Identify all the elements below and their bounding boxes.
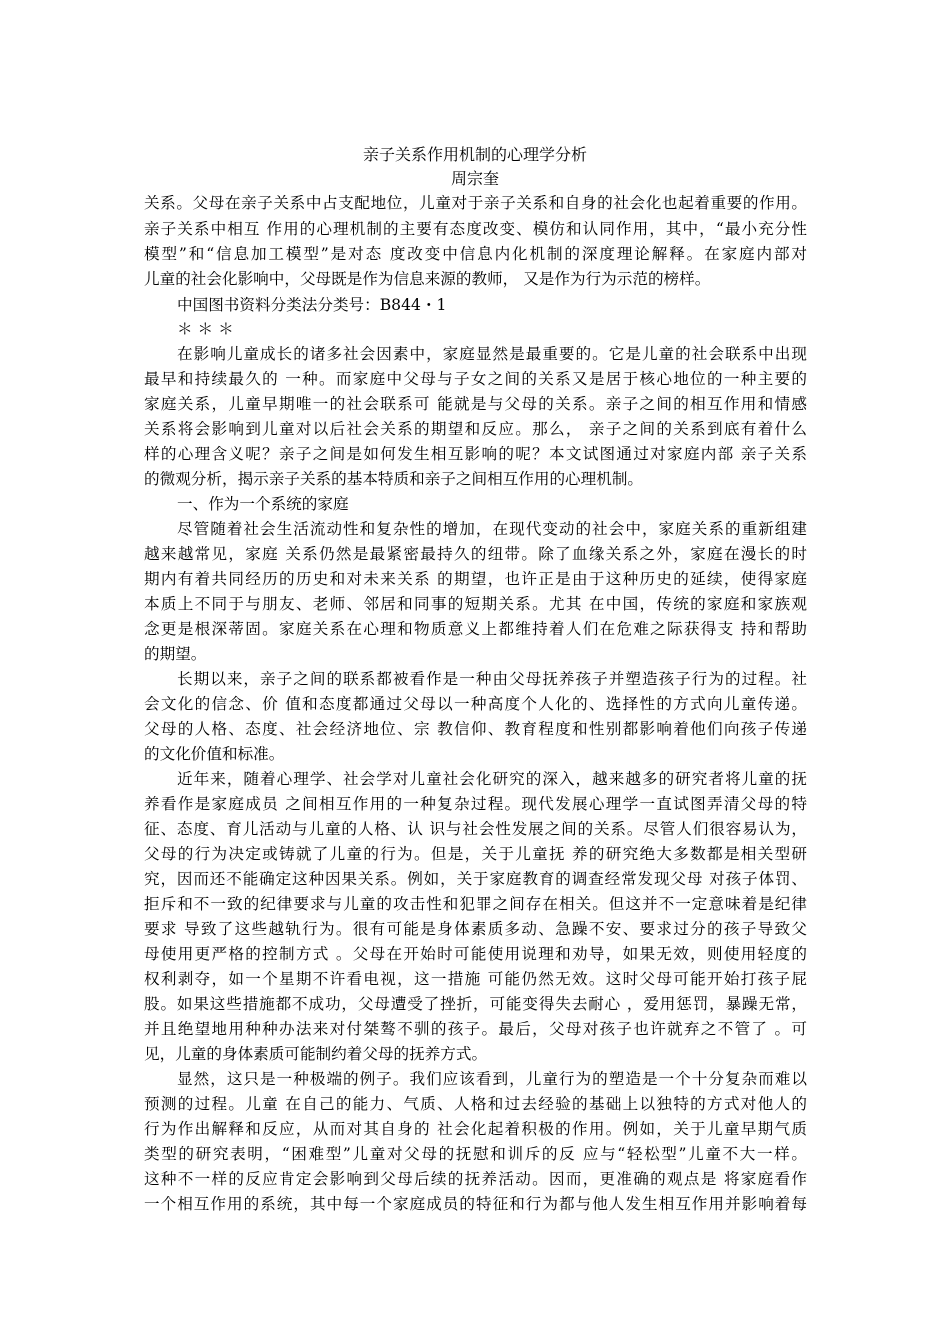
paragraph-line: 尽管随着社会生活流动性和复杂性的增加，在现代变动的社会中，家庭关系的重新组建 bbox=[177, 520, 807, 538]
paragraph-line: 拒斥和不一致的纪律要求与儿童的攻击性和犯罪之间存在相关。但这并不一定意味着是纪律 bbox=[144, 895, 807, 913]
paragraph-line: 征、态度、育儿活动与儿童的人格、认 识与社会性发展之间的关系。尽管人们很容易认为， bbox=[144, 820, 807, 838]
paragraph-line: 近年来，随着心理学、社会学对儿童社会化研究的深入，越来越多的研究者将儿童的抚 bbox=[177, 770, 807, 788]
paragraph-line: 期内有着共同经历的历史和对未来关系 的期望，也许正是由于这种历史的延续，使得家庭 bbox=[144, 570, 807, 588]
paragraph-line: 行为作出解释和反应，从而对其自身的 社会化起着积极的作用。例如，关于儿童早期气质 bbox=[144, 1120, 807, 1138]
paragraph-line: 的期望。 bbox=[144, 645, 207, 663]
abstract-line: 亲子关系中相互 作用的心理机制的主要有态度改变、模仿和认同作用，其中，“最小充分性 bbox=[144, 220, 807, 238]
paragraph-line: 预测的过程。儿童 在自己的能力、气质、人格和过去经验的基础上以独特的方式对他人的 bbox=[144, 1095, 807, 1113]
paragraph-line: 长期以来，亲子之间的联系都被看作是一种由父母抚养孩子并塑造孩子行为的过程。社 bbox=[177, 670, 807, 688]
paragraph-line: 要求 导致了这些越轨行为。很有可能是身体素质多动、急躁不安、要求过分的孩子导致父 bbox=[144, 920, 807, 938]
paragraph-line: 这种不一样的反应肯定会影响到父母后续的抚养活动。因而，更准确的观点是 将家庭看作 bbox=[144, 1170, 807, 1188]
paragraph-line: 显然，这只是一种极端的例子。我们应该看到，儿童行为的塑造是一个十分复杂而难以 bbox=[177, 1070, 807, 1088]
abstract-line: 儿童的社会化影响中，父母既是作为信息来源的教师， 又是作为行为示范的榜样。 bbox=[144, 270, 711, 288]
paragraph-line: 一个相互作用的系统，其中每一个家庭成员的特征和行为都与他人发生相互作用并影响着每 bbox=[144, 1195, 807, 1213]
paragraph-line: 最早和持续最久的 一种。而家庭中父母与子女之间的关系又是居于核心地位的一种主要的 bbox=[144, 370, 807, 388]
paragraph-line: 念更是根深蒂固。家庭关系在心理和物质意义上都维持着人们在危难之际获得支 持和帮助 bbox=[144, 620, 807, 638]
paragraph-line: 越来越常见，家庭 关系仍然是最紧密最持久的纽带。除了血缘关系之外，家庭在漫长的时 bbox=[144, 545, 807, 563]
classification-number: 中国图书资料分类法分类号：B844・1 bbox=[177, 296, 447, 314]
paragraph-line: 并且绝望地用种种办法来对付桀骜不驯的孩子。最后，父母对孩子也许就弃之不管了 。可 bbox=[144, 1020, 807, 1038]
paragraph-line: 权利剥夺，如一个星期不许看电视，这一措施 可能仍然无效。这时父母可能开始打孩子屁 bbox=[144, 970, 807, 988]
paragraph-line: 养看作是家庭成员 之间相互作用的一种复杂过程。现代发展心理学一直试图弄清父母的特 bbox=[144, 795, 807, 813]
abstract-line: 模型”和“信息加工模型”是对态 度改变中信息内化机制的深度理论解释。在家庭内部对 bbox=[144, 245, 807, 263]
paragraph-line: 在影响儿童成长的诸多社会因素中，家庭显然是最重要的。它是儿童的社会联系中出现 bbox=[177, 345, 807, 363]
paragraph-line: 样的心理含义呢？亲子之间是如何发生相互影响的呢？本文试图通过对家庭内部 亲子关系 bbox=[144, 445, 807, 463]
paragraph-line: 父母的人格、态度、社会经济地位、宗 教信仰、教育程度和性别都影响着他们向孩子传递 bbox=[144, 720, 807, 738]
paragraph-line: 家庭关系，儿童早期唯一的社会联系可 能就是与父母的关系。亲子之间的相互作用和情感 bbox=[144, 395, 807, 413]
paragraph-line: 股。如果这些措施都不成功，父母遭受了挫折，可能变得失去耐心 ，爱用惩罚，暴躁无常， bbox=[144, 995, 807, 1013]
author-name: 周宗奎 bbox=[450, 169, 499, 188]
paragraph-line: 母使用更严格的控制方式 。父母在开始时可能使用说理和劝导，如果无效，则使用轻度的 bbox=[144, 945, 807, 963]
paragraph-line: 本质上不同于与朋友、老师、邻居和同事的短期关系。尤其 在中国，传统的家庭和家族观 bbox=[144, 595, 807, 613]
paragraph-line: 的微观分析，揭示亲子关系的基本特质和亲子之间相互作用的心理机制。 bbox=[144, 470, 644, 488]
paragraph-line: 类型的研究表明，“困难型”儿童对父母的抚慰和训斥的反 应与“轻松型”儿童不大一样。 bbox=[144, 1145, 807, 1163]
paragraph-line: 究，因而还不能确定这种因果关系。例如，关于家庭教育的调查经常发现父母 对孩子体罚、 bbox=[144, 870, 807, 888]
paragraph-line: 会文化的信念、价 值和态度都通过父母以一种高度个人化的、选择性的方式向儿童传递。 bbox=[144, 695, 807, 713]
section-separator: ＊ ＊ ＊ bbox=[177, 320, 234, 338]
abstract-line: 关系。父母在亲子关系中占支配地位，儿童对于亲子关系和自身的社会化也起着重要的作用。 bbox=[144, 194, 807, 212]
section-heading: 一、作为一个系统的家庭 bbox=[177, 495, 349, 513]
paragraph-line: 父母的行为决定或铸就了儿童的行为。但是，关于儿童抚 养的研究绝大多数都是相关型研 bbox=[144, 845, 807, 863]
paragraph-line: 关系将会影响到儿童对以后社会关系的期望和反应。那么， 亲子之间的关系到底有着什么 bbox=[144, 420, 807, 438]
paragraph-line: 的文化价值和标准。 bbox=[144, 745, 285, 763]
document-title: 亲子关系作用机制的心理学分析 bbox=[362, 145, 587, 164]
paragraph-line: 见，儿童的身体素质可能制约着父母的抚养方式。 bbox=[144, 1045, 488, 1063]
